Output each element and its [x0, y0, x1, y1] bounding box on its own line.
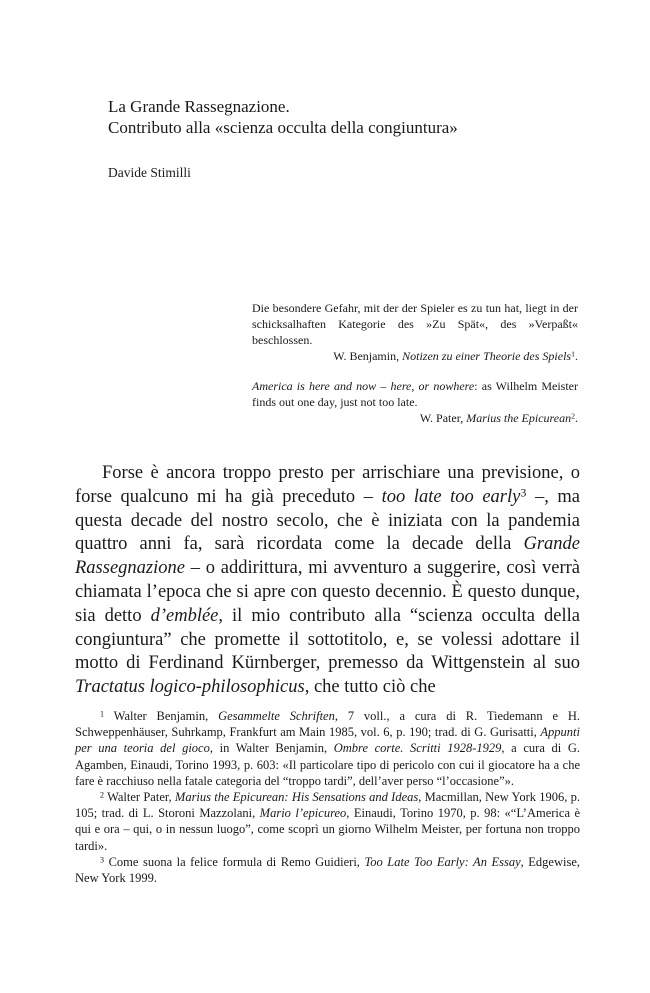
epigraph-benjamin: [252, 300, 578, 364]
citation-author: W. Pater,: [419, 411, 467, 425]
citation-title: Notizen zu einer Theorie des Spiels: [402, 349, 572, 363]
epigraph-quote-italic: America is here and now – here, or nowhere: [252, 379, 475, 393]
footnote-ref[interactable]: 3: [520, 485, 527, 500]
citation-author: W. Benjamin,: [333, 349, 403, 363]
author-name: Davide Stimilli: [108, 165, 191, 180]
footnote-1: $^1$ Walter Benjamin, Gesammelte Schriften, 7 voll., a cura di R. Tiedemann e H. Schweppenhäuser, Suhrkamp, Frankfurt am Main 1985, vol. 6, p. 190; trad. di G. Gurisatti, Appunti per una teoria del gioco, in Walter Benjamin, Ombre corte. Scritti 1928-1929, a cura di G. Agamben, Einaudi, Torino 1993, p. 603: «Il particolare tipo di pericolo con cui il giocatore ha a che fare è racchiuso nella fatale categoria del “troppo tardi”, dell’aver perso “l’occasione”».: [75, 709, 581, 788]
title-line-2: Contributo alla «scienza occulta della congiuntura»: [108, 118, 458, 137]
epigraph-text: Die besondere Gefahr, mit der der Spieler es zu tun hat, liegt in der schicksalhaften Kategorie des »Zu Spät«, des »Verpaßt« beschlossen.: [252, 301, 578, 347]
epigraph-citation: W. Pater, Marius the Epicurean$^2$.: [419, 411, 578, 425]
footnote-2: $^2$ Walter Pater, Marius the Epicurean: His Sensations and Ideas, Macmillan, New York 1906, p. 105; trad. di L. Storoni Mazzolani, Mario l’epicureo, Einaudi, Torino 1970, p. 98: «“L’America è qui e ora – qui, o in nessun luogo”, come scoprì un giorno Wilhelm Meister, per fortuna non troppo tardi».: [75, 790, 580, 853]
footnote-ref[interactable]: 1: [571, 349, 575, 359]
footnote-ref[interactable]: 2: [571, 411, 575, 421]
title-line-1: La Grande Rassegnazione.: [108, 97, 290, 116]
footnote-number: 1: [100, 709, 105, 719]
article-title: [108, 96, 588, 138]
citation-title: Marius the Epicurean: [466, 411, 572, 425]
footnote-number: 3: [100, 855, 105, 865]
epigraph-text: America is here and now – here, or nowhere: as Wilhelm Meister finds out one day, just not too late.: [252, 379, 579, 409]
footnote-3: $^3$ Come suona la felice formula di Remo Guidieri, Too Late Too Early: An Essay, Edgewise, New York 1999.: [75, 854, 580, 886]
epigraph-pater: [252, 378, 578, 426]
epigraph-citation: W. Benjamin, Notizen zu einer Theorie des Spiels$^1$.: [333, 349, 578, 363]
footnotes: [75, 708, 580, 886]
body-paragraph: Forse è ancora troppo presto per arrischiare una previsione, o forse qualcuno mi ha già preceduto – too late too early$^3$ –, ma questa decade del nostro secolo, che è iniziata con la pandemia quattro anni fa, sarà ricordata come la decade della Grande Rassegnazione – o addirittura, mi avventuro a suggerire, così verrà chiamata l’epoca che si apre con questo decennio. È questo dunque, sia detto d’emblée, il mio contributo alla “scienza occulta della congiuntura” che promette il sottotitolo, e, se volessi adottare il motto di Ferdinand Kürnberger, premesso da Wittgenstein al suo Tractatus logico-philosophicus, che tutto ciò che: [75, 463, 580, 698]
footnote-number: 2: [100, 790, 105, 800]
